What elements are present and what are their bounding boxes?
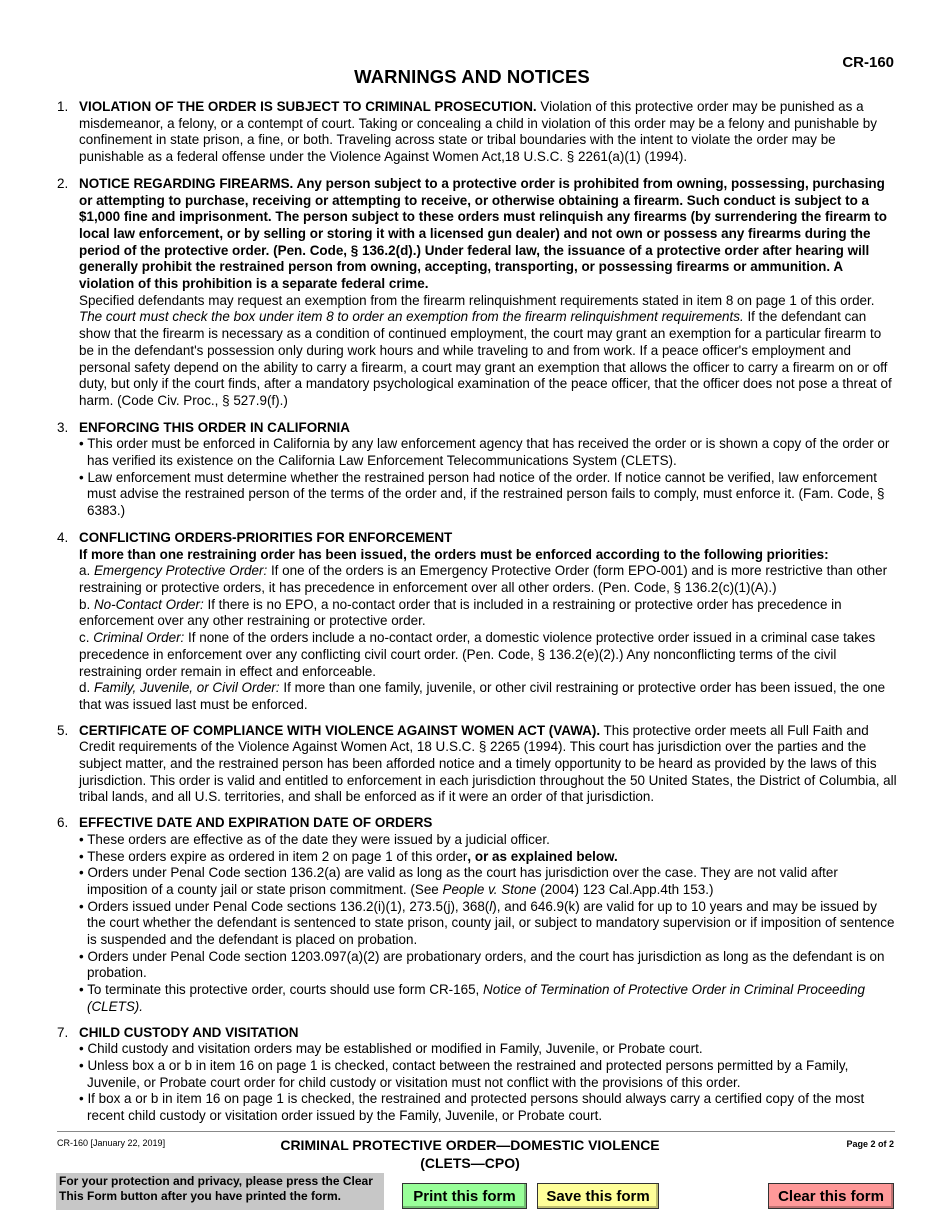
priority-d — [79, 680, 897, 713]
italic-run: l — [489, 898, 493, 914]
sub-letter: d. — [79, 680, 94, 696]
text-run: (2004) 123 Cal.App.4th 153.) — [536, 881, 714, 897]
text-run: • Orders issued under Penal Code sections 136.2(i)(1), 273.5(j), 368( — [79, 898, 490, 914]
bullet-item — [79, 899, 897, 949]
italic-run: People v. Stone — [442, 881, 537, 897]
footer-divider — [57, 1131, 895, 1132]
item-heading: CERTIFICATE OF COMPLIANCE WITH VIOLENCE AGAINST WOMEN ACT (VAWA). — [79, 722, 601, 738]
item-number: 5. — [57, 722, 69, 738]
sub-text: If more than one family, juvenile, or other civil restraining or protective order has been issued, the one that was issued last must be enforced. — [79, 680, 886, 712]
form-title-line-2: (CLETS—CPO) — [420, 1155, 520, 1171]
item-number: 6. — [57, 815, 69, 831]
notice-list — [57, 99, 897, 1125]
sub-text: If there is no EPO, a no-contact order that is included in a restraining or protective order has precedence in enforcement over any other restraining or protective order. — [79, 596, 842, 629]
italic-run: The court must check the box under item 8 to order an exemption from the firearm relinquishment requirements. — [79, 309, 744, 325]
sub-letter: a. — [79, 563, 94, 579]
bold-run: , or as explained below. — [467, 848, 618, 864]
item-text: Violation of this protective order may be punished as a misdemeanor, a felony, or a contempt of court. Taking or concealing a child in violation of this order may be a felony and punishable by confinement in state prison, a fine, or both. Traveling across state or tribal boundaries with the intent to violate the order may be punishable as a federal offense under the Violence Against Women Act,18 U.S.C. § 2261(a)(1) (1994). — [79, 99, 877, 165]
sub-label: Emergency Protective Order: — [93, 563, 268, 579]
bullet-item: • This order must be enforced in California by any law enforcement agency that has received the order or is shown a copy of the order or has verified its existence on the California Law Enforcement Telecommunications System (CLETS). — [79, 436, 890, 469]
bullet-item: • Law enforcement must determine whether the restrained person had notice of the order. If notice cannot be verified, law enforcement must advise the restrained person of the terms of the order and, if the restrained person fails to comply, must enforce it. (Fam. Code, § 6383.) — [79, 469, 885, 519]
form-title — [230, 1136, 710, 1172]
priority-a — [79, 563, 897, 596]
bullet-item — [79, 849, 897, 866]
notice-item-2 — [57, 176, 897, 410]
item-heading: NOTICE REGARDING FIREARMS. Any person subject to a protective order is prohibited from owning, possessing, purchasing or attempting to purchase, receiving or attempting to receive, or otherwise obtaining a firearm. Such conduct is subject to a $1,000 fine and imprisonment. The person subject to these orders must relinquish any firearms (by surrendering the firearm to local law enforcement, or by selling or storing it with a licensed gun dealer) and not own or possess any firearms during the period of the protective order. (Pen. Code, § 136.2(d).) Under federal law, the issuance of a protective order after hearing will generally prohibit the restrained person from owning, accepting, transporting, or possessing firearms or ammunition. A violation of this prohibition is a separate federal crime. — [79, 175, 887, 292]
privacy-note: For your protection and privacy, please press the Clear This Form button after you have printed the form. — [56, 1173, 384, 1210]
sub-label: No-Contact Order: — [93, 596, 204, 612]
notice-item-3 — [57, 420, 897, 520]
italic-run: Notice of Termination of Protective Order in Criminal Proceeding (CLETS). — [87, 982, 865, 1014]
form-title-line-1: CRIMINAL PROTECTIVE ORDER—DOMESTIC VIOLENCE — [280, 1137, 660, 1153]
priority-c — [79, 630, 897, 680]
text-run: • These orders expire as ordered in item 2 on page 1 of this order — [79, 848, 468, 864]
bullet-item — [79, 982, 897, 1015]
item-text: This protective order meets all Full Faith and Credit requirements of the Violence Against Women Act, 18 U.S.C. § 2265 (1994). This court has jurisdiction over the parties and the subject matter, and the restrained person has been afforded notice and a timely opportunity to be heard as provided by the laws of this jurisdiction. This order is valid and entitled to enforcement in each jurisdiction throughout the 50 United States, the District of Columbia, all tribal lands, and all U.S. territories, and shall be enforced as if it were an order of that jurisdiction. — [79, 722, 897, 805]
save-button[interactable]: Save this form — [537, 1183, 659, 1209]
bullet-item: • Child custody and visitation orders may be established or modified in Family, Juvenile, or Probate court. — [79, 1041, 703, 1057]
item-heading: EFFECTIVE DATE AND EXPIRATION DATE OF ORDERS — [79, 815, 433, 831]
text-run: ), and 646.9(k) are valid for up to 10 years and may be issued by the court whether the defendant is sentenced to state prison, county jail, or subject to mandatory supervision or if imposition of sentence is suspended and the defendant is placed on probation. — [87, 898, 895, 948]
sub-label: Family, Juvenile, or Civil Order: — [93, 680, 280, 696]
notice-item-6 — [57, 815, 897, 1015]
item-text — [79, 293, 897, 410]
sub-letter: c. — [79, 630, 94, 646]
item-number: 1. — [57, 99, 69, 114]
item-number: 2. — [57, 175, 69, 191]
text-run: Specified defendants may request an exemption from the firearm relinquishment requirements stated in item 8 on page 1 of this order. — [79, 292, 875, 308]
sub-letter: b. — [79, 596, 94, 612]
sub-label: Criminal Order: — [93, 630, 185, 646]
notice-item-5 — [57, 723, 897, 807]
item-subheading: If more than one restraining order has been issued, the orders must be enforced according to the following priorities: — [79, 546, 829, 562]
notice-item-1 — [57, 99, 897, 166]
item-heading: ENFORCING THIS ORDER IN CALIFORNIA — [79, 419, 350, 435]
priority-b — [79, 597, 897, 630]
text-run: If the defendant can show that the firearm is necessary as a condition of continued employment, the court may grant an exemption for a particular firearm to be in the defendant's possession only during work hours and while traveling to and from work. If a peace officer's employment and personal safety depend on the ability to carry a firearm, a court may grant an exemption that allows the officer to carry a firearm on or off duty, but only if the court finds, after a mandatory psychological examination of the peace officer, that the officer does not pose a threat of harm. (Code Civ. Proc., § 527.9(f).) — [79, 309, 892, 408]
item-number: 7. — [57, 1024, 69, 1040]
item-heading: VIOLATION OF THE ORDER IS SUBJECT TO CRIMINAL PROSECUTION. — [79, 99, 537, 114]
item-heading: CONFLICTING ORDERS-PRIORITIES FOR ENFORCEMENT — [79, 529, 453, 545]
item-number: 3. — [57, 419, 69, 435]
bullet-item: • If box a or b in item 16 on page 1 is checked, the restrained and protected persons should always carry a certified copy of the most recent child custody or visitation order issued by the Family, Juvenile, or Probate court. — [79, 1091, 865, 1124]
item-heading: CHILD CUSTODY AND VISITATION — [79, 1024, 299, 1040]
form-revision-code: CR-160 [January 22, 2019] — [57, 1138, 166, 1148]
bullet-item — [79, 865, 897, 898]
page-number: Page 2 of 2 — [846, 1139, 894, 1149]
item-number: 4. — [57, 529, 69, 545]
text-run: • To terminate this protective order, courts should use form CR-165, — [79, 982, 484, 998]
notice-item-7 — [57, 1025, 897, 1125]
bullet-item: • Unless box a or b in item 16 on page 1 is checked, contact between the restrained and protected persons permitted by a Family, Juvenile, or Probate court order for child custody or visitation must not conflict with the provisions of this order. — [79, 1057, 849, 1090]
notice-item-4 — [57, 530, 897, 714]
sub-text: If none of the orders include a no-contact order, a domestic violence protective order issued in a criminal case takes precedence in enforcement over any conflicting civil court order. (Pen. Code, § 136.2(e)(2).) Any nonconflicting terms of the civil restraining order remain in effect and enforceable. — [79, 630, 876, 679]
text-run: • Orders under Penal Code section 136.2(a) are valid as long as the court has jurisdiction over the case. They are not valid after imposition of a county jail or state prison commitment. (See — [79, 865, 838, 897]
bullet-item: • These orders are effective as of the date they were issued by a judicial officer. — [79, 831, 550, 847]
clear-button[interactable]: Clear this form — [768, 1183, 894, 1209]
sub-text: If one of the orders is an Emergency Protective Order (form EPO-001) and is more restrictive than other restraining or protective orders, it has precedence in enforcement over all other orders. (Pen. Code, § 136.2(c)(1)(A).) — [79, 563, 888, 595]
bullet-item: • Orders under Penal Code section 1203.097(a)(2) are probationary orders, and the court has jurisdiction as long as the defendant is on probation. — [79, 948, 885, 981]
page-title: WARNINGS AND NOTICES — [354, 66, 590, 87]
form-number: CR-160 — [842, 54, 894, 71]
print-button[interactable]: Print this form — [402, 1183, 527, 1209]
